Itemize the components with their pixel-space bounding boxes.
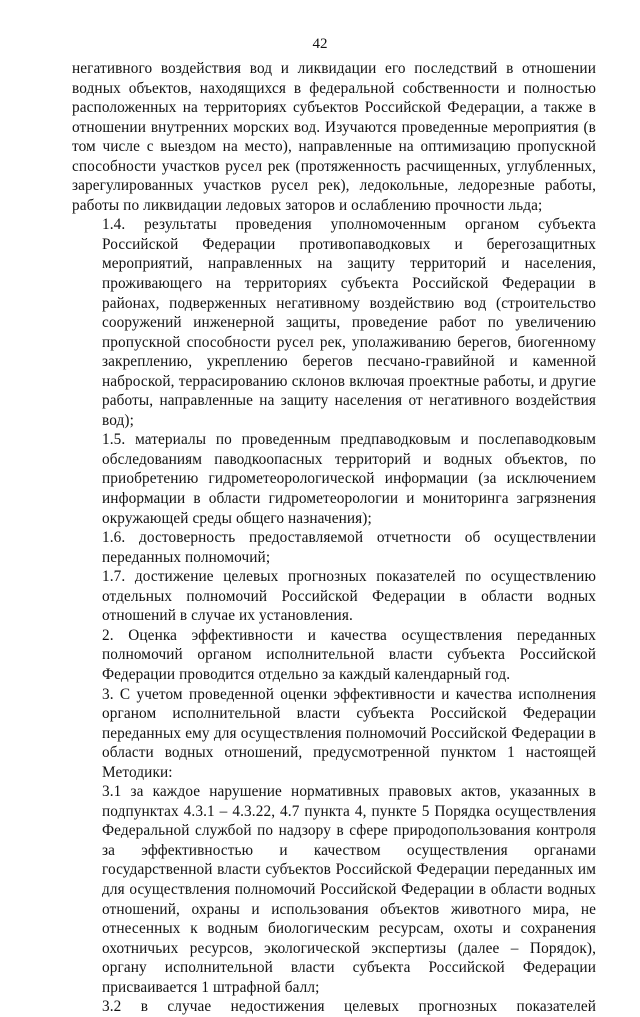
paragraph-continuation: негативного воздействия вод и ликвидации его последствий в отношении водных объектов, находящихся в федеральной собственности и полностью расположенных на территориях субъектов Российской Федерации, а также в отношении внутренних морских вод. Изучаются проведенные мероприятия (в том числе с выездом на место), направленные на оптимизацию пропускной способности участков русел рек (протяженность расчищенных, углубленных, зарегулированных участков русел рек), ледокольные, ледорезные работы, работы по ликвидации ледовых заторов и ослаблению прочности льда; bbox=[72, 60, 596, 214]
paragraph-2: 2. Оценка эффективности и качества осуществления переданных полномочий органом исполнительной власти субъекта Российской Федерации проводится отдельно за каждый календарный год. bbox=[102, 626, 596, 683]
paragraph-3: 3. С учетом проведенной оценки эффективности и качества исполнения органом исполнительной власти субъекта Российской Федерации переданных ему для осуществления полномочий Российской Федерации в области водных отношений, предусмотренной пунктом 1 настоящей Методики: bbox=[102, 685, 596, 781]
paragraph-3-1: 3.1 за каждое нарушение нормативных правовых актов, указанных в подпунктах 4.3.1 – 4.3.22, 4.7 пункта 4, пункте 5 Порядка осуществления Федеральной службой по надзору в сфере природопользования контроля за эффективностью и качеством осуществления органами государственной власти субъектов Российской Федерации переданных им для осуществления полномочий Российской Федерации в области водных отношений, охраны и использования объектов животного мира, не отнесенных к водным биологическим ресурсам, охоты и сохранения охотничьих ресурсов, экологической экспертизы (далее – Порядок), органу исполнительной власти субъекта Российской Федерации присваивается 1 штрафной балл; bbox=[102, 783, 596, 996]
page-number: 42 bbox=[312, 36, 328, 52]
document-body bbox=[72, 59, 596, 1017]
paragraph-1-5: 1.5. материалы по проведенным предпаводковым и послепаводковым обследованиям паводкоопасных территорий и водных объектов, по приобретению гидрометеорологической информации (за исключением информации в области гидрометеорологии и мониторинга загрязнения окружающей среды общего назначения); bbox=[102, 431, 596, 527]
paragraph-1-7: 1.7. достижение целевых прогнозных показателей по осуществлению отдельных полномочий Российской Федерации в области водных отношений в случае их установления. bbox=[102, 568, 596, 625]
paragraph-3-2: 3.2 в случае недостижения целевых прогнозных показателей bbox=[102, 998, 596, 1016]
paragraph-1-6: 1.6. достоверность предоставляемой отчетности об осуществлении переданных полномочий; bbox=[102, 529, 596, 566]
paragraph-1-4: 1.4. результаты проведения уполномоченным органом субъекта Российской Федерации противопаводковых и берегозащитных мероприятий, направленных на защиту территорий и населения, проживающего на территориях субъекта Российской Федерации в районах, подверженных негативному воздействию вод (строительство сооружений инженерной защиты, проведение работ по увеличению пропускной способности русел рек, уполаживанию берегов, биогенному закреплению, укреплению берегов песчано-гравийной и каменной наброской, террасированию склонов включая проектные работы, и другие работы, направленные на защиту населения от негативного воздействия вод); bbox=[102, 216, 596, 429]
